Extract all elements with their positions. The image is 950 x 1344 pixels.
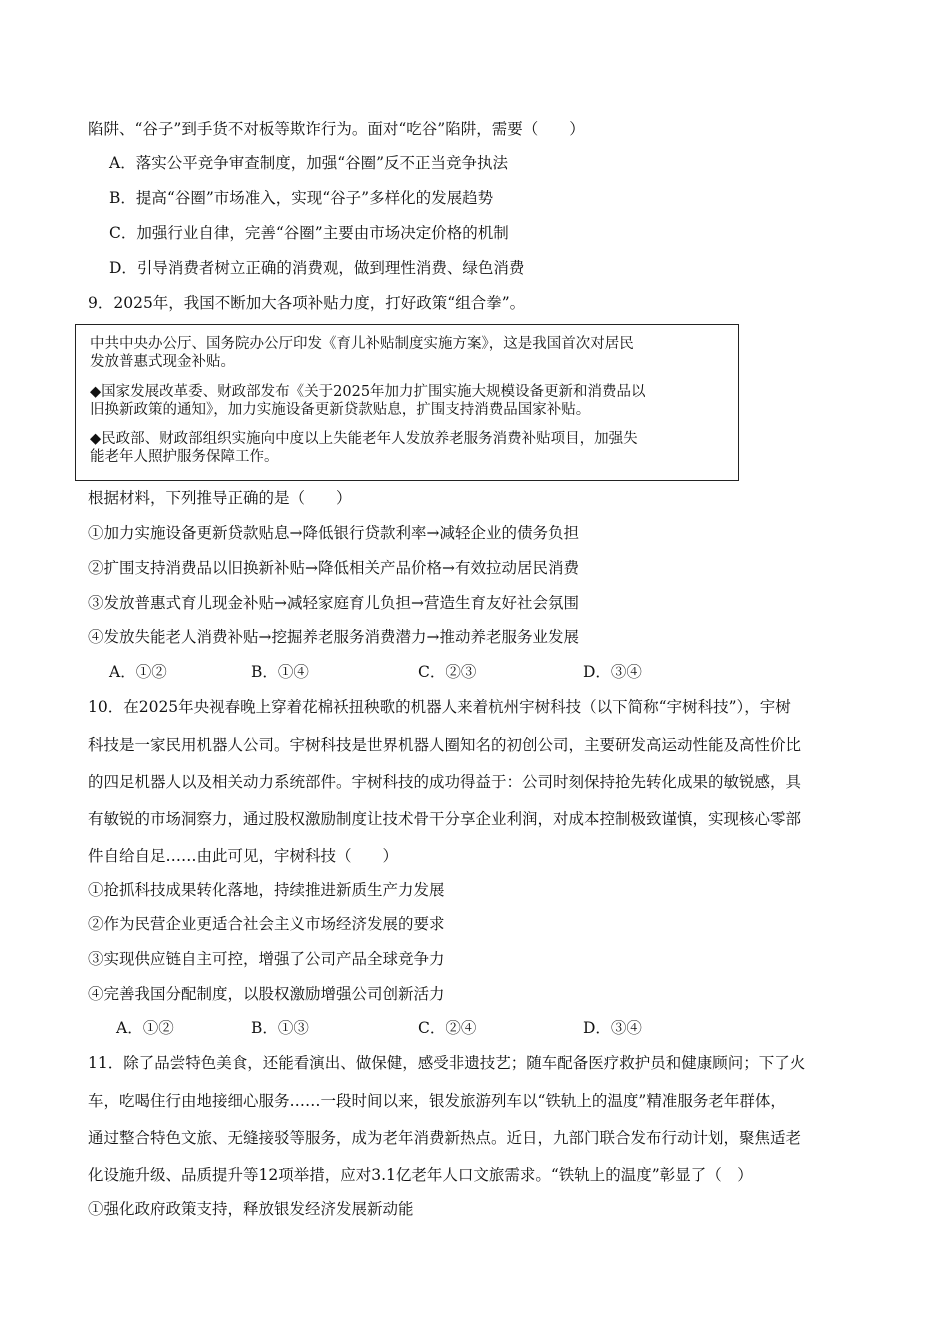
q10-statement-2: ②作为民营企业更适合社会主义市场经济发展的要求 bbox=[88, 915, 445, 933]
q9-statement-2: ②扩围支持消费品以旧换新补贴→降低相关产品价格→有效拉动居民消费 bbox=[88, 559, 579, 577]
q10-choice-d: D．③④ bbox=[583, 1019, 642, 1037]
q11-stem-line: 化设施升级、品质提升等12项举措，应对3.1亿老年人口文旅需求。“铁轨上的温度”彰显了（ ） bbox=[88, 1166, 753, 1184]
q9-choice-d: D．③④ bbox=[583, 663, 642, 681]
q11-stem-line: 通过整合特色文旅、无缝接驳等服务，成为老年消费新热点。近日，九部门联合发布行动计划，聚焦适老 bbox=[88, 1129, 802, 1147]
q10-stem-line: 有敏锐的市场洞察力，通过股权激励制度让技术骨干分享企业利润，对成本控制极致谨慎，实现核心零部 bbox=[88, 810, 802, 828]
material-line: 中共中央办公厅、国务院办公厅印发《育儿补贴制度实施方案》，这是我国首次对居民 bbox=[90, 336, 634, 352]
q9-choice-b: B．①④ bbox=[251, 663, 309, 681]
q9-choice-c: C．②③ bbox=[418, 663, 477, 681]
material-line: ◆民政部、财政部组织实施向中度以上失能老年人发放养老服务消费补贴项目，加强失 bbox=[90, 431, 638, 447]
q10-stem-line: 的四足机器人以及相关动力系统部件。宇树科技的成功得益于：公司时刻保持抢先转化成果的敏锐感，具 bbox=[88, 773, 802, 791]
q9-question: 根据材料，下列推导正确的是（ ） bbox=[88, 489, 352, 507]
q8-option-b: B．提高“谷圈”市场准入，实现“谷子”多样化的发展趋势 bbox=[109, 189, 494, 207]
q9-choice-a: A．①② bbox=[109, 663, 167, 681]
material-line: 旧换新政策的通知》，加力实施设备更新贷款贴息，扩围支持消费品国家补贴。 bbox=[90, 402, 591, 418]
q9-material-box bbox=[75, 324, 739, 481]
q9-statement-3: ③发放普惠式育儿现金补贴→减轻家庭育儿负担→营造生育友好社会氛围 bbox=[88, 594, 579, 612]
material-line: 能老年人照护服务保障工作。 bbox=[90, 449, 279, 465]
q10-stem-line: 件自给自足……由此可见，宇树科技（ ） bbox=[88, 847, 399, 865]
q8-option-d: D．引导消费者树立正确的消费观，做到理性消费、绿色消费 bbox=[109, 259, 525, 277]
q9-statement-1: ①加力实施设备更新贷款贴息→降低银行贷款利率→减轻企业的债务负担 bbox=[88, 524, 579, 542]
q8-option-a: A．落实公平竞争审查制度，加强“谷圈”反不正当竞争执法 bbox=[109, 154, 509, 172]
q10-choice-a: A．①② bbox=[116, 1019, 174, 1037]
q10-statement-1: ①抢抓科技成果转化落地，持续推进新质生产力发展 bbox=[88, 881, 445, 899]
q10-choice-c: C．②④ bbox=[418, 1019, 477, 1037]
q10-stem-line: 10．在2025年央视春晚上穿着花棉袄扭秧歌的机器人来着杭州宇树科技（以下简称“宇树科技”），宇树 bbox=[88, 698, 791, 716]
q8-option-c: C．加强行业自律，完善“谷圈”主要由市场决定价格的机制 bbox=[109, 224, 509, 242]
q9-stem: 9．2025年，我国不断加大各项补贴力度，打好政策“组合拳”。 bbox=[88, 294, 526, 312]
q9-statement-4: ④发放失能老人消费补贴→挖掘养老服务消费潜力→推动养老服务业发展 bbox=[88, 628, 579, 646]
material-line: ◆国家发展改革委、财政部发布《关于2025年加力扩围实施大规模设备更新和消费品以 bbox=[90, 384, 646, 400]
q10-statement-3: ③实现供应链自主可控，增强了公司产品全球竞争力 bbox=[88, 950, 445, 968]
q11-stem-line: 车，吃喝住行由地接细心服务……一段时间以来，银发旅游列车以“铁轨上的温度”精准服务老年群体， bbox=[88, 1092, 786, 1110]
material-line: 发放普惠式现金补贴。 bbox=[90, 354, 235, 370]
q11-stem-line: 11．除了品尝特色美食，还能看演出、做保健，感受非遗技艺；随车配备医疗救护员和健康顾问；下了火 bbox=[88, 1054, 806, 1072]
q10-stem-line: 科技是一家民用机器人公司。宇树科技是世界机器人圈知名的初创公司，主要研发高运动性能及高性价比 bbox=[88, 736, 802, 754]
q11-statement-1: ①强化政府政策支持，释放银发经济发展新动能 bbox=[88, 1200, 414, 1218]
q8-stem-tail: 陷阱、“谷子”到手货不对板等欺诈行为。面对“吃谷”陷阱，需要（ ） bbox=[88, 120, 585, 138]
q10-choice-b: B．①③ bbox=[251, 1019, 309, 1037]
q10-statement-4: ④完善我国分配制度，以股权激励增强公司创新活力 bbox=[88, 985, 445, 1003]
